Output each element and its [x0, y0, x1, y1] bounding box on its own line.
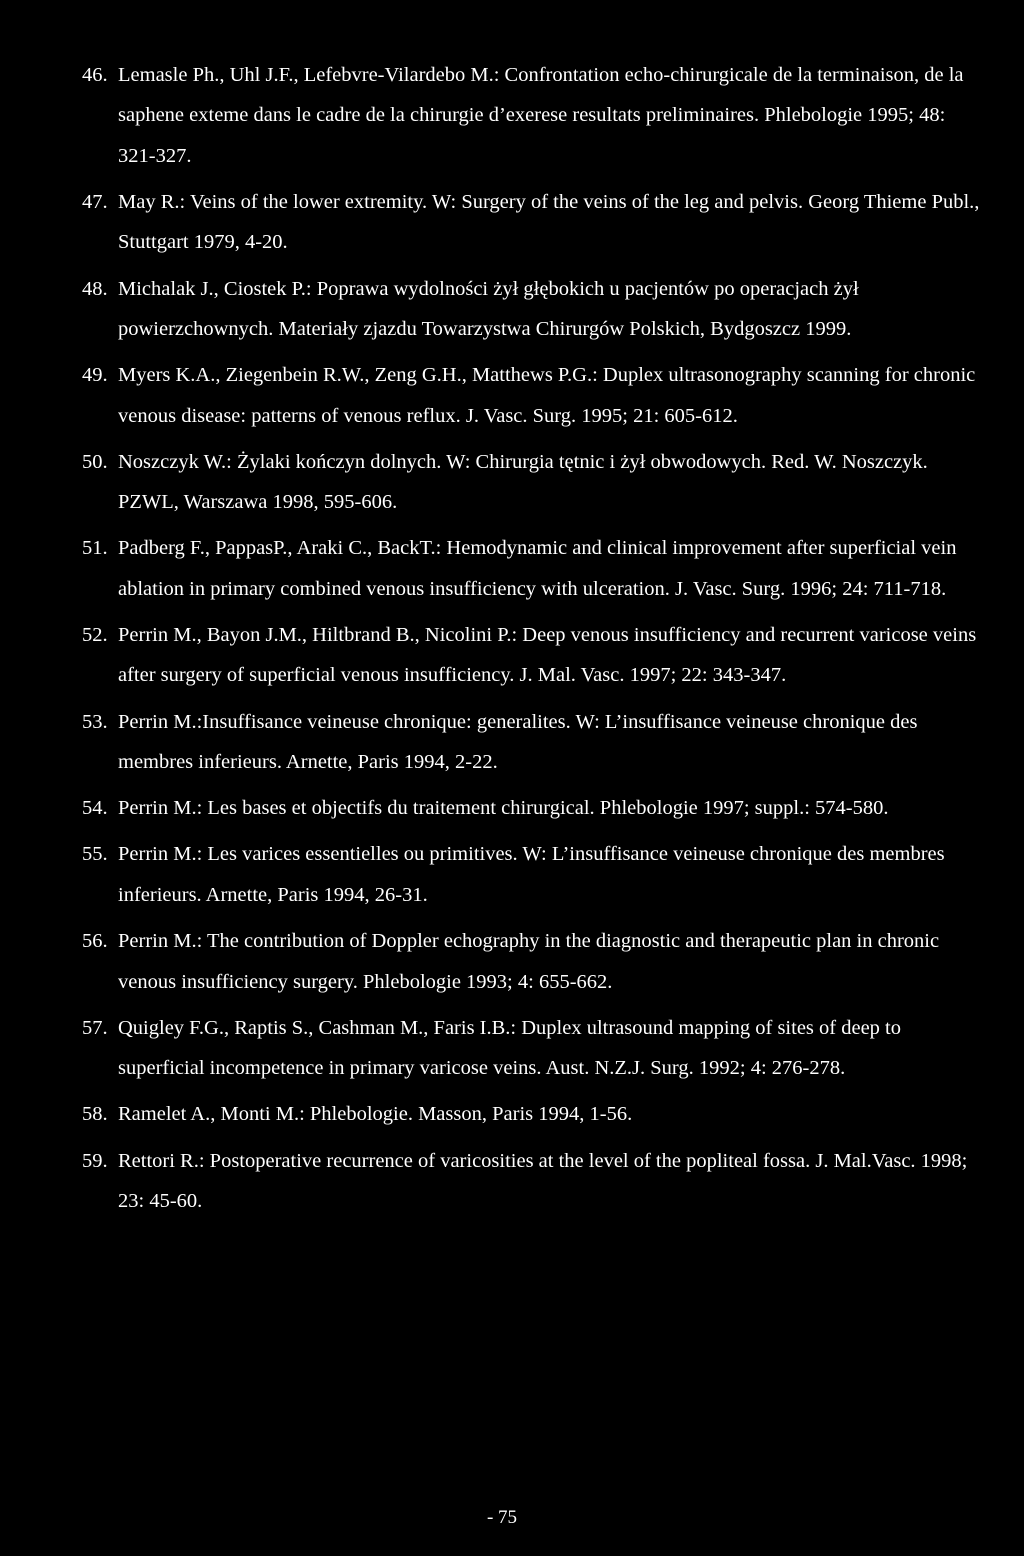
reference-item [82, 788, 982, 828]
reference-text: Perrin M.: Les varices essentielles ou primitives. W: L’insuffisance veineuse chronique des membres inferieurs. Arnette, Paris 1994, 26-31. [118, 843, 945, 906]
reference-number: 54. [82, 797, 108, 820]
reference-item [82, 355, 982, 436]
reference-number: 58. [82, 1103, 108, 1126]
reference-number: 53. [82, 710, 108, 733]
reference-text: Myers K.A., Ziegenbein R.W., Zeng G.H., Matthews P.G.: Duplex ultrasonography scanning for chronic venous disease: patterns of venous reflux. J. Vasc. Surg. 1995; 21: 605-612. [118, 364, 976, 427]
reference-item [82, 1008, 982, 1089]
reference-number: 48. [82, 277, 108, 300]
reference-item [82, 55, 982, 176]
reference-text: Perrin M., Bayon J.M., Hiltbrand B., Nicolini P.: Deep venous insufficiency and recurrent varicose veins after surgery of superficial venous insufficiency. J. Mal. Vasc. 1997; 22: 343-347. [118, 624, 977, 687]
reference-list [82, 55, 982, 1227]
reference-item [82, 1094, 982, 1134]
reference-number: 50. [82, 450, 108, 473]
reference-item [82, 921, 982, 1002]
reference-text: Lemasle Ph., Uhl J.F., Lefebvre-Vilardebo M.: Confrontation echo-chirurgicale de la terminaison, de la saphene exteme dans le cadre de la chirurgie d’exerese resultats preliminaires. Phlebologie 1995; 48: 321-327. [118, 64, 964, 167]
reference-item [82, 182, 982, 263]
reference-number: 46. [82, 64, 108, 86]
reference-number: 49. [82, 364, 108, 387]
reference-text: Perrin M.: The contribution of Doppler echography in the diagnostic and therapeutic plan in chronic venous insufficiency surgery. Phlebologie 1993; 4: 655-662. [118, 930, 940, 993]
reference-item [82, 528, 982, 609]
reference-item [82, 702, 982, 783]
reference-text: Noszczyk W.: Żylaki kończyn dolnych. W: Chirurgia tętnic i żył obwodowych. Red. W. Noszczyk. PZWL, Warszawa 1998, 595-606. [118, 450, 928, 514]
reference-text: Michalak J., Ciostek P.: Poprawa wydolności żył głębokich u pacjentów po operacjach żył powierzchownych. Materiały zjazdu Towarzystwa Chirurgów Polskich, Bydgoszcz 1999. [118, 277, 859, 341]
reference-number: 52. [82, 624, 108, 647]
reference-item [82, 834, 982, 915]
reference-text: Padberg F., PappasP., Araki C., BackT.: Hemodynamic and clinical improvement after superficial vein ablation in primary combined venous insufficiency with ulceration. J. Vasc. Surg. 1996; 24: 711-718. [118, 537, 957, 600]
reference-text: Perrin M.:Insuffisance veineuse chronique: generalites. W: L’insuffisance veineuse chronique des membres inferieurs. Arnette, Paris 1994, 2-22. [118, 710, 918, 774]
reference-text: Rettori R.: Postoperative recurrence of varicosities at the level of the popliteal fossa. J. Mal.Vasc. 1998; 23: 45-60. [118, 1149, 968, 1212]
reference-item [82, 269, 982, 350]
reference-number: 47. [82, 191, 108, 214]
reference-number: 56. [82, 930, 108, 953]
reference-number: 59. [82, 1149, 108, 1172]
reference-number: 57. [82, 1016, 108, 1039]
reference-text: Perrin M.: Les bases et objectifs du traitement chirurgical. Phlebologie 1997; suppl.: 574-580. [118, 797, 889, 820]
reference-text: Ramelet A., Monti M.: Phlebologie. Masson, Paris 1994, 1-56. [118, 1103, 633, 1126]
reference-number: 55. [82, 843, 108, 866]
reference-text: Quigley F.G., Raptis S., Cashman M., Faris I.B.: Duplex ultrasound mapping of sites of deep to superficial incompetence in primary varicose veins. Aust. N.Z.J. Surg. 1992; 4: 276-278. [118, 1016, 901, 1080]
reference-item [82, 1141, 982, 1222]
reference-number: 51. [82, 537, 108, 560]
reference-item [82, 615, 982, 696]
reference-item [82, 442, 982, 523]
reference-text: May R.: Veins of the lower extremity. W: Surgery of the veins of the leg and pelvis. Georg Thieme Publ., Stuttgart 1979, 4-20. [118, 191, 980, 254]
page-number-text: - 75 [486, 1507, 518, 1528]
page-number [0, 1506, 1024, 1530]
